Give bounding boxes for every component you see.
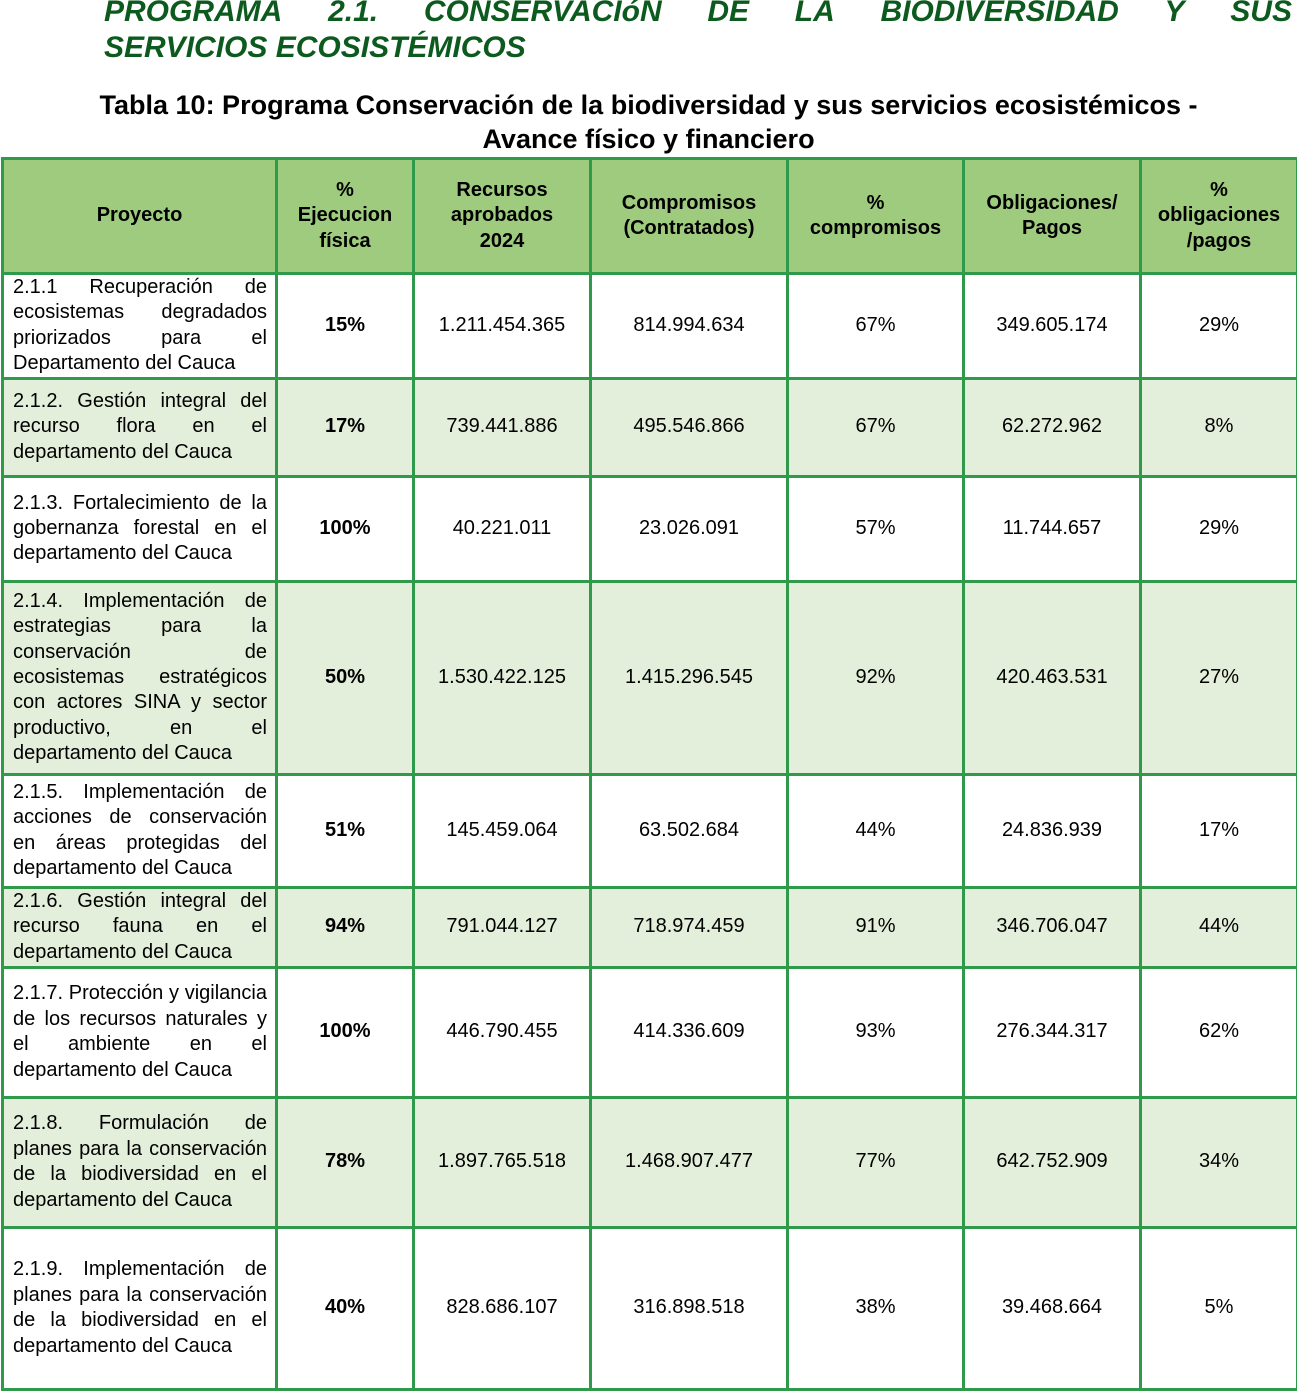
- header-line: %: [1210, 179, 1228, 201]
- header-line: Compromisos: [622, 192, 756, 214]
- cell-pct-obligaciones: 44%: [1141, 887, 1297, 967]
- cell-obligaciones-pagos: 349.605.174: [964, 274, 1141, 379]
- table-row: [3, 581, 1297, 774]
- cell-proyecto: 2.1.8. Formulación de planes para la conservación de la biodiversidad en el departamento del Cauca: [3, 1097, 277, 1227]
- cell-compromisos: 718.974.459: [591, 887, 788, 967]
- cell-ejecucion-fisica: 100%: [277, 967, 414, 1097]
- header-line: Ejecucion: [298, 204, 392, 226]
- table-caption-line2: Avance físico y financiero: [0, 122, 1297, 156]
- program-heading-line2: SERVICIOS ECOSISTÉMICOS: [104, 30, 1292, 66]
- program-heading-line1: [104, 0, 1292, 30]
- cell-pct-obligaciones: 62%: [1141, 967, 1297, 1097]
- cell-pct-compromisos: 77%: [788, 1097, 964, 1227]
- cell-recursos-aprobados: 739.441.886: [414, 378, 591, 476]
- cell-ejecucion-fisica: 40%: [277, 1227, 414, 1389]
- table-caption-line1: Tabla 10: Programa Conservación de la biodiversidad y sus servicios ecosistémicos -: [0, 88, 1297, 122]
- cell-pct-compromisos: 67%: [788, 274, 964, 379]
- cell-pct-obligaciones: 27%: [1141, 581, 1297, 774]
- cell-ejecucion-fisica: 15%: [277, 274, 414, 379]
- heading-word: DE: [707, 0, 749, 30]
- header-line: compromisos: [810, 217, 941, 239]
- col-header-recursos: [414, 159, 591, 274]
- heading-word: PROGRAMA: [104, 0, 282, 30]
- cell-pct-compromisos: 91%: [788, 887, 964, 967]
- cell-pct-obligaciones: 29%: [1141, 476, 1297, 581]
- cell-ejecucion-fisica: 50%: [277, 581, 414, 774]
- table-row: [3, 774, 1297, 887]
- cell-ejecucion-fisica: 100%: [277, 476, 414, 581]
- cell-obligaciones-pagos: 346.706.047: [964, 887, 1141, 967]
- header-line: Proyecto: [97, 204, 183, 226]
- cell-obligaciones-pagos: 62.272.962: [964, 378, 1141, 476]
- table-row: [3, 1227, 1297, 1389]
- header-line: (Contratados): [623, 217, 754, 239]
- cell-pct-obligaciones: 29%: [1141, 274, 1297, 379]
- cell-proyecto: 2.1.1 Recuperación de ecosistemas degradados priorizados para el Departamento del Cauca: [3, 274, 277, 379]
- cell-proyecto: 2.1.2. Gestión integral del recurso flora en el departamento del Cauca: [3, 378, 277, 476]
- cell-recursos-aprobados: 1.211.454.365: [414, 274, 591, 379]
- cell-pct-compromisos: 92%: [788, 581, 964, 774]
- header-line: Obligaciones/: [986, 192, 1117, 214]
- header-line: obligaciones: [1158, 204, 1280, 226]
- header-line: 2024: [480, 230, 525, 252]
- program-heading: [104, 0, 1292, 66]
- cell-obligaciones-pagos: 24.836.939: [964, 774, 1141, 887]
- cell-pct-compromisos: 67%: [788, 378, 964, 476]
- table-body: [3, 274, 1297, 1390]
- cell-proyecto: 2.1.6. Gestión integral del recurso fauna en el departamento del Cauca: [3, 887, 277, 967]
- progress-table: [1, 157, 1297, 1391]
- header-line: Pagos: [1022, 217, 1082, 239]
- cell-recursos-aprobados: 145.459.064: [414, 774, 591, 887]
- cell-pct-compromisos: 44%: [788, 774, 964, 887]
- col-header-pct-obligaciones: [1141, 159, 1297, 274]
- cell-proyecto: 2.1.3. Fortalecimiento de la gobernanza forestal en el departamento del Cauca: [3, 476, 277, 581]
- cell-pct-obligaciones: 17%: [1141, 774, 1297, 887]
- cell-ejecucion-fisica: 17%: [277, 378, 414, 476]
- cell-compromisos: 1.468.907.477: [591, 1097, 788, 1227]
- cell-ejecucion-fisica: 78%: [277, 1097, 414, 1227]
- cell-pct-compromisos: 57%: [788, 476, 964, 581]
- cell-proyecto: 2.1.7. Protección y vigilancia de los recursos naturales y el ambiente en el departamento del Cauca: [3, 967, 277, 1097]
- table-row: [3, 476, 1297, 581]
- col-header-pct-compromisos: [788, 159, 964, 274]
- table-row: [3, 378, 1297, 476]
- cell-compromisos: 1.415.296.545: [591, 581, 788, 774]
- cell-pct-compromisos: 38%: [788, 1227, 964, 1389]
- cell-pct-obligaciones: 8%: [1141, 378, 1297, 476]
- cell-proyecto: 2.1.9. Implementación de planes para la conservación de la biodiversidad en el departamento del Cauca: [3, 1227, 277, 1389]
- table-header-row: [3, 159, 1297, 274]
- cell-recursos-aprobados: 1.530.422.125: [414, 581, 591, 774]
- cell-compromisos: 814.994.634: [591, 274, 788, 379]
- col-header-ejecucion: [277, 159, 414, 274]
- cell-recursos-aprobados: 828.686.107: [414, 1227, 591, 1389]
- cell-compromisos: 63.502.684: [591, 774, 788, 887]
- heading-word: SUS: [1230, 0, 1292, 30]
- col-header-compromisos: [591, 159, 788, 274]
- cell-proyecto: 2.1.5. Implementación de acciones de conservación en áreas protegidas del departamento del Cauca: [3, 774, 277, 887]
- table-caption: [0, 88, 1297, 156]
- header-line: %: [336, 179, 354, 201]
- cell-compromisos: 495.546.866: [591, 378, 788, 476]
- cell-recursos-aprobados: 791.044.127: [414, 887, 591, 967]
- cell-recursos-aprobados: 1.897.765.518: [414, 1097, 591, 1227]
- cell-obligaciones-pagos: 420.463.531: [964, 581, 1141, 774]
- col-header-obligaciones: [964, 159, 1141, 274]
- heading-word: CONSERVACIóN: [424, 0, 662, 30]
- cell-compromisos: 316.898.518: [591, 1227, 788, 1389]
- heading-word: Y: [1165, 0, 1185, 30]
- cell-compromisos: 23.026.091: [591, 476, 788, 581]
- cell-recursos-aprobados: 446.790.455: [414, 967, 591, 1097]
- cell-obligaciones-pagos: 11.744.657: [964, 476, 1141, 581]
- col-header-proyecto: [3, 159, 277, 274]
- cell-obligaciones-pagos: 276.344.317: [964, 967, 1141, 1097]
- cell-ejecucion-fisica: 51%: [277, 774, 414, 887]
- table-row: [3, 887, 1297, 967]
- table-row: [3, 1097, 1297, 1227]
- cell-proyecto: 2.1.4. Implementación de estrategias para la conservación de ecosistemas estratégicos con actores SINA y sector productivo, en el departamento del Cauca: [3, 581, 277, 774]
- cell-pct-compromisos: 93%: [788, 967, 964, 1097]
- cell-pct-obligaciones: 34%: [1141, 1097, 1297, 1227]
- cell-recursos-aprobados: 40.221.011: [414, 476, 591, 581]
- cell-obligaciones-pagos: 39.468.664: [964, 1227, 1141, 1389]
- header-line: /pagos: [1187, 230, 1251, 252]
- cell-obligaciones-pagos: 642.752.909: [964, 1097, 1141, 1227]
- heading-word: BIODIVERSIDAD: [880, 0, 1118, 30]
- heading-word: 2.1.: [328, 0, 378, 30]
- cell-ejecucion-fisica: 94%: [277, 887, 414, 967]
- cell-pct-obligaciones: 5%: [1141, 1227, 1297, 1389]
- header-line: Recursos: [456, 179, 547, 201]
- header-line: física: [319, 230, 370, 252]
- cell-compromisos: 414.336.609: [591, 967, 788, 1097]
- header-line: %: [867, 192, 885, 214]
- header-line: aprobados: [451, 204, 553, 226]
- heading-word: LA: [795, 0, 835, 30]
- table-row: [3, 274, 1297, 379]
- table-row: [3, 967, 1297, 1097]
